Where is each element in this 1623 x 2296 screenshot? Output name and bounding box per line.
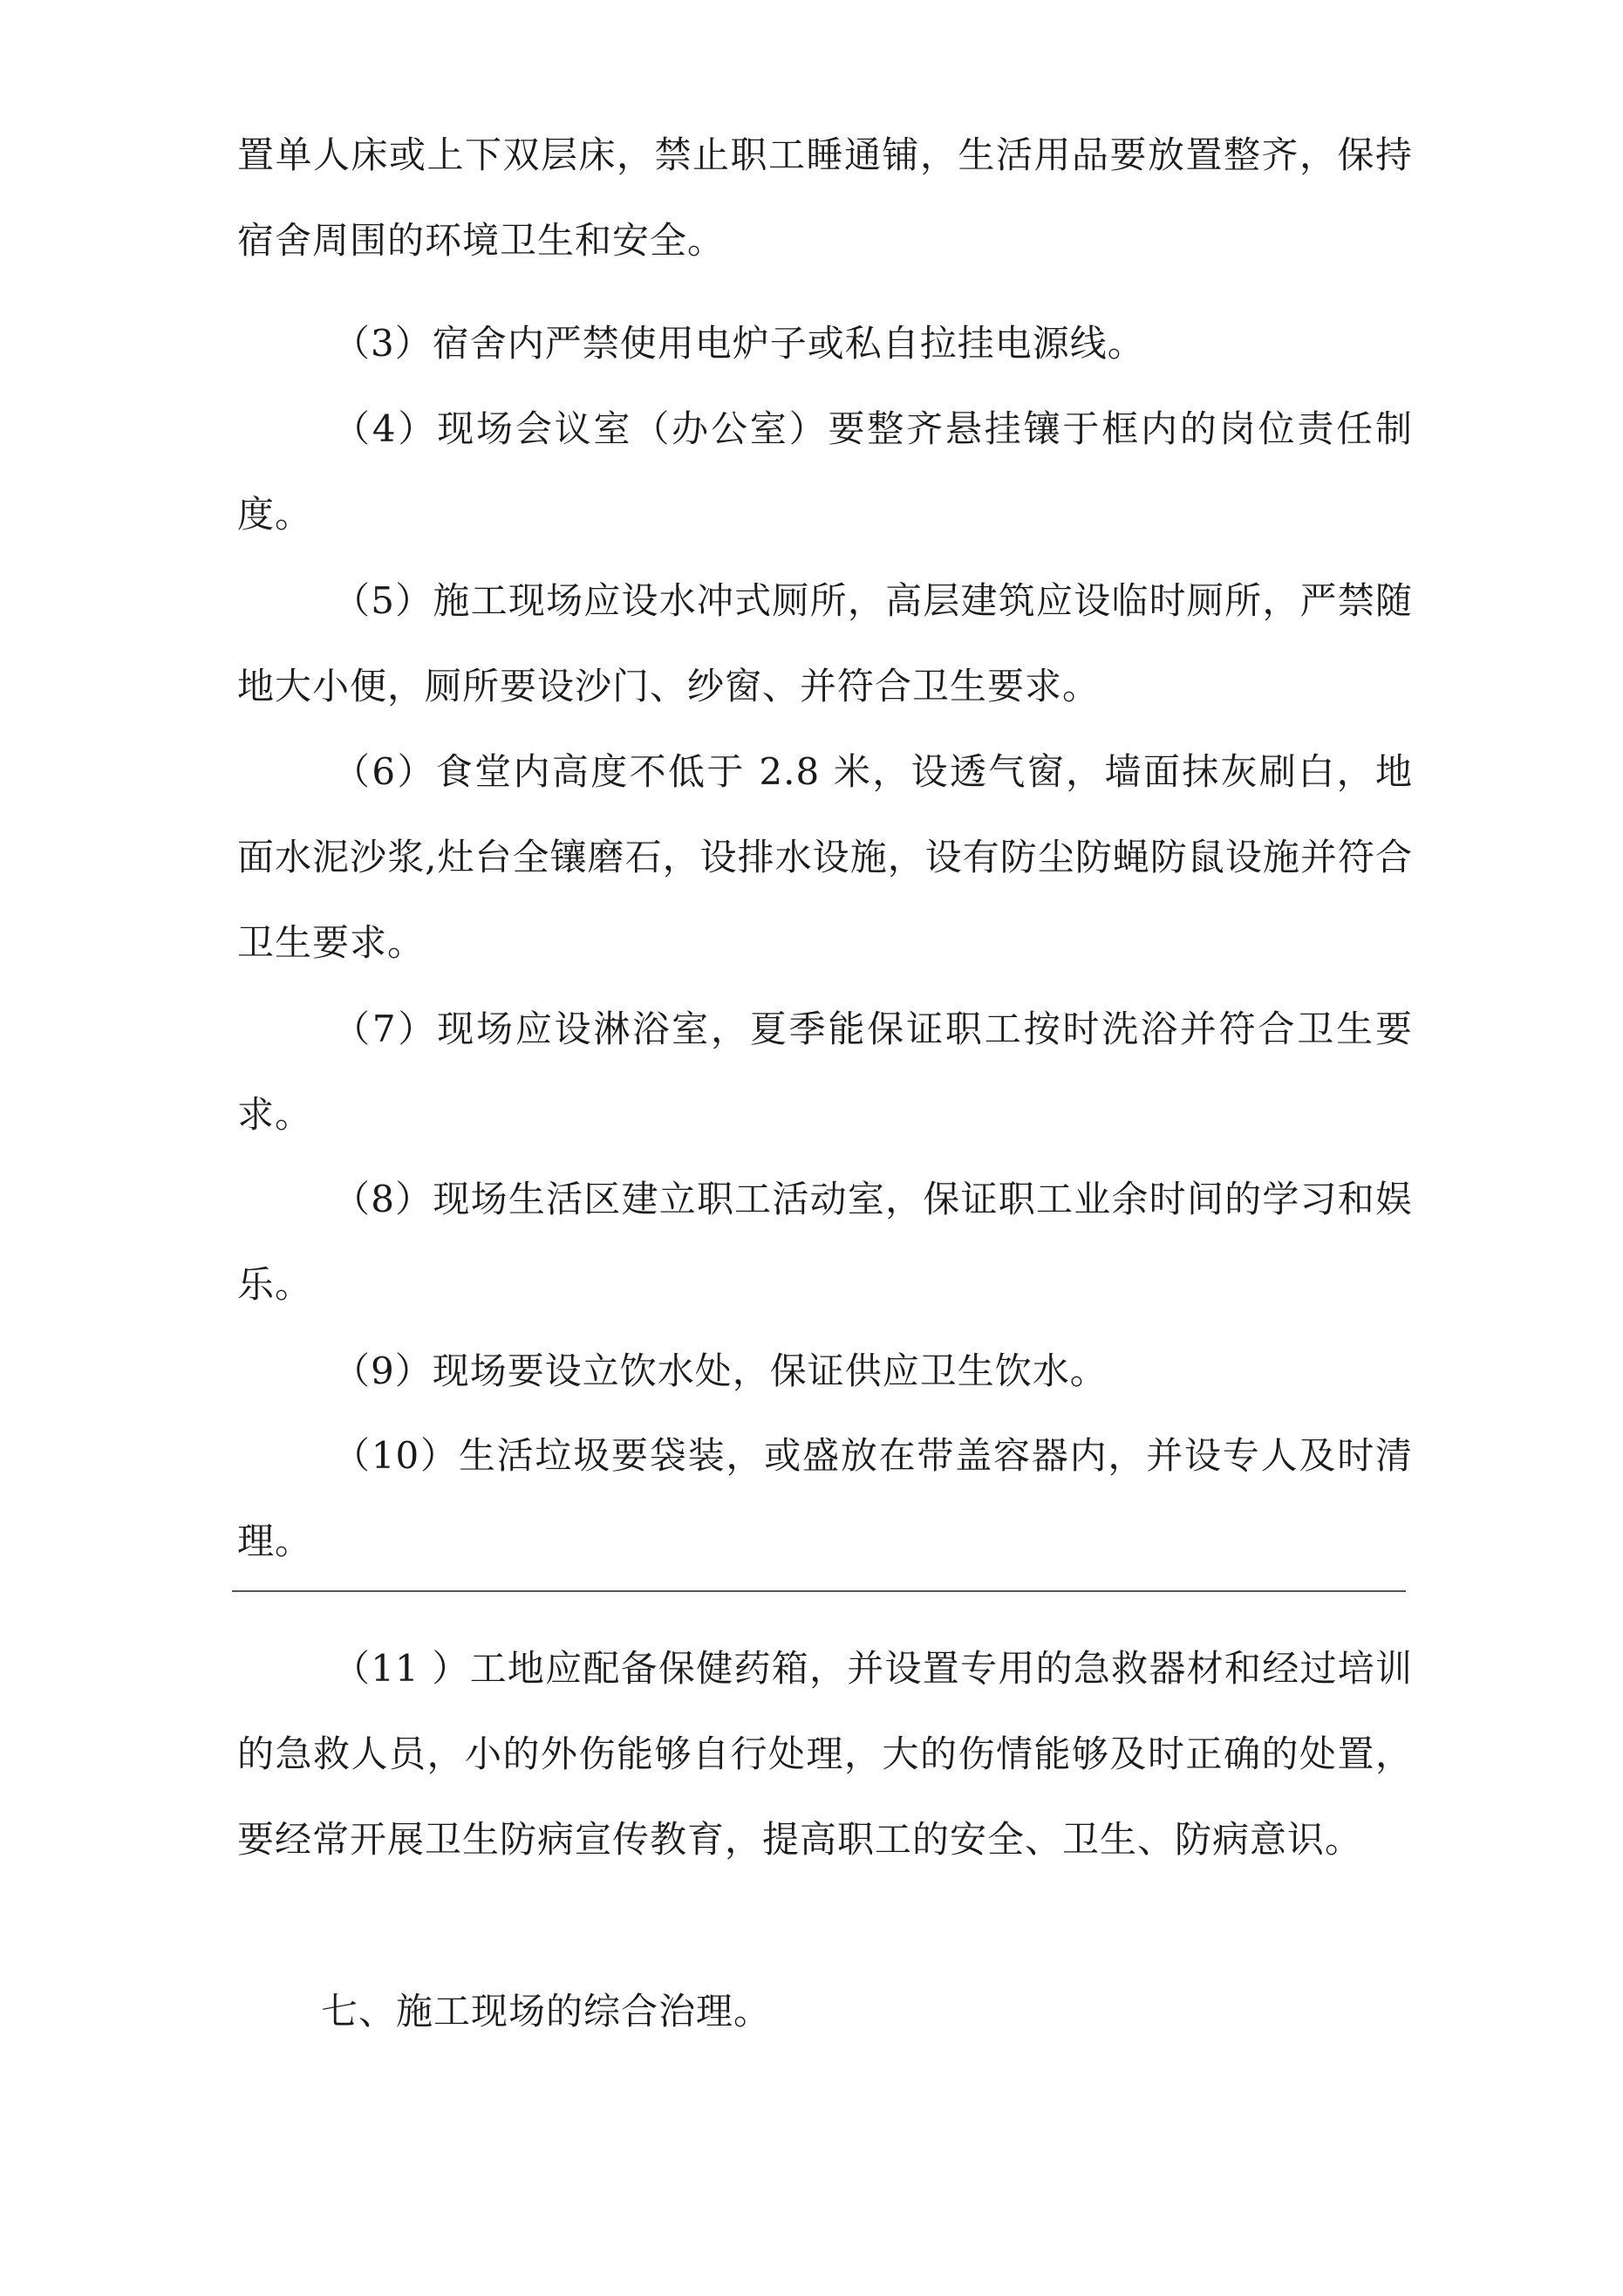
paragraph-item-4: （4）现场会议室（办公室）要整齐悬挂镶于框内的岗位责任制度。	[237, 407, 1413, 536]
paragraph-item-3: （3）宿舍内严禁使用电炉子或私自拉挂电源线。	[333, 322, 1145, 365]
paragraph-item-6: （6）食堂内高度不低于 2.8 米，设透气窗，墙面抹灰刷白，地面水泥沙浆,灶台全镶磨石，设排水设施，设有防尘防蝇防鼠设施并符合卫生要求。	[237, 750, 1413, 964]
paragraph-item-5: （5）施工现场应设水冲式厕所，高层建筑应设临时厕所，严禁随地大小便，厕所要设沙门、纱窗、并符合卫生要求。	[237, 579, 1413, 707]
paragraph-item-8: （8）现场生活区建立职工活动室，保证职工业余时间的学习和娱乐。	[237, 1178, 1413, 1306]
separator-line	[232, 1590, 1406, 1592]
paragraph-item-10: （10）生活垃圾要袋装，或盛放在带盖容器内，并设专人及时清理。	[237, 1434, 1413, 1562]
paragraph-dormitory-continued: 置单人床或上下双层床，禁止职工睡通铺，生活用品要放置整齐，保持宿舍周围的环境卫生和安全。	[237, 133, 1413, 262]
section-heading: 七、施工现场的综合治理。	[321, 1990, 772, 2033]
paragraph-item-9: （9）现场要设立饮水处，保证供应卫生饮水。	[333, 1350, 1108, 1392]
paragraph-item-7: （7）现场应设淋浴室，夏季能保证职工按时洗浴并符合卫生要求。	[237, 1008, 1413, 1136]
paragraph-item-11: （11 ）工地应配备保健药箱，并设置专用的急救器材和经过培训的急救人员，小的外伤能够自行处理，大的伤情能够及时正确的处置，要经常开展卫生防病宣传教育，提高职工的安全、卫生、防病意识。	[237, 1647, 1413, 1861]
